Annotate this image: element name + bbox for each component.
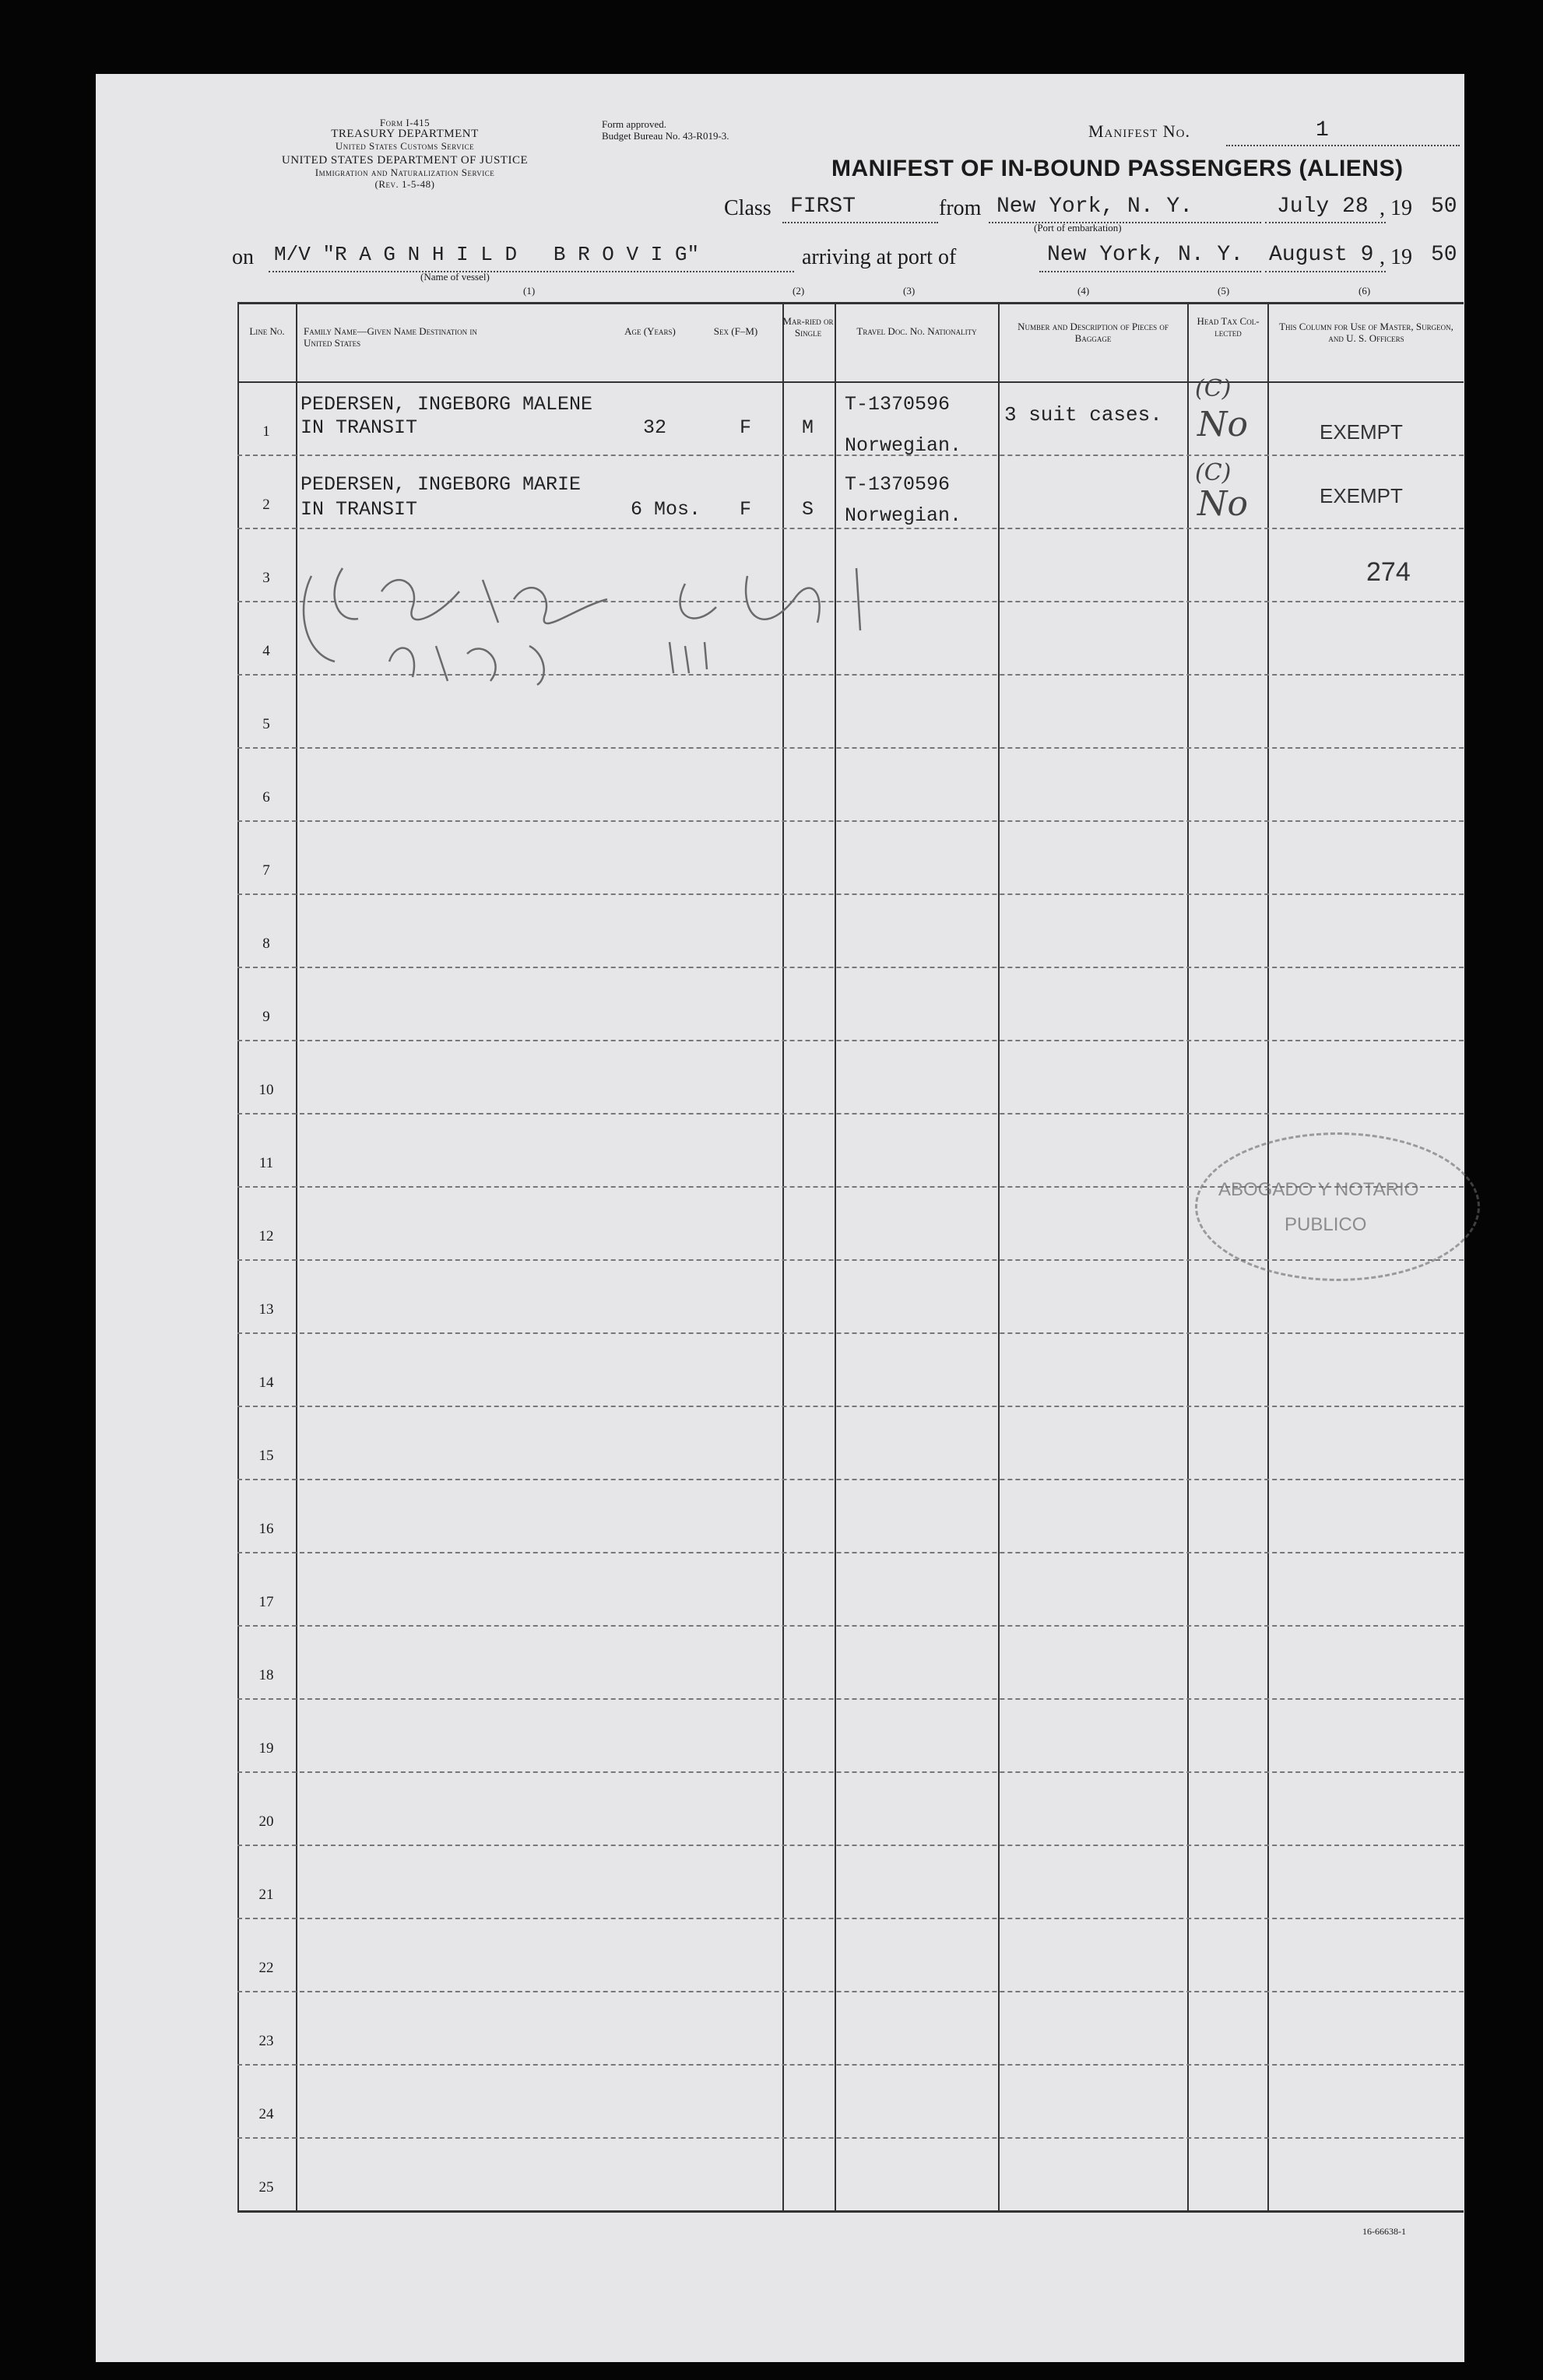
port-embarkation-caption: (Port of embarkation) xyxy=(1034,222,1122,233)
form-number: Form I-415 xyxy=(379,117,431,128)
header-rule xyxy=(237,381,1464,383)
line-number: 11 xyxy=(258,1155,274,1171)
line-number: 16 xyxy=(258,1521,274,1537)
column-number: (3) xyxy=(903,285,916,297)
baggage-description: 3 suit cases. xyxy=(1004,403,1162,427)
line-number: 17 xyxy=(258,1594,274,1610)
form-footer-code: 16-66638-1 xyxy=(1362,2226,1406,2237)
travel-doc-no: T-1370596 xyxy=(845,393,951,416)
nationality: Norwegian. xyxy=(845,504,962,527)
arriving-label: arriving at port of xyxy=(802,245,957,269)
vessel-name: M/V "R A G N H I L D B R O V I G" xyxy=(274,243,700,266)
line-number: 5 xyxy=(262,716,270,732)
passenger-name: PEDERSEN, INGEBORG MALENE xyxy=(301,393,593,416)
line-number: 3 xyxy=(262,570,270,586)
row-divider xyxy=(237,1406,1464,1407)
line-number: 23 xyxy=(258,2033,274,2049)
notary-stamp xyxy=(1195,1132,1480,1281)
passenger-married: M xyxy=(802,416,814,439)
header-baggage: Number and Description of Pieces of Baggage xyxy=(1018,321,1169,344)
row-divider xyxy=(237,2137,1464,2139)
row-divider xyxy=(237,1552,1464,1553)
line-number: 21 xyxy=(258,1887,274,1903)
embarkation-year: 50 xyxy=(1431,195,1457,219)
line-number: 24 xyxy=(258,2106,274,2122)
header-line-no: Line No. xyxy=(249,325,285,337)
row-divider xyxy=(237,967,1464,968)
line-number: 6 xyxy=(262,789,270,806)
line-number: 14 xyxy=(258,1374,274,1391)
row-divider xyxy=(237,1625,1464,1627)
line-number: 1 xyxy=(262,423,270,440)
manifest-no-value: 1 xyxy=(1316,118,1329,142)
row-divider xyxy=(237,747,1464,749)
header-married: Mar-ried or Single xyxy=(782,315,834,339)
row-divider xyxy=(237,1040,1464,1041)
line-number: 2 xyxy=(262,497,270,513)
passenger-age: 32 xyxy=(643,416,667,439)
row-divider xyxy=(237,893,1464,895)
column-number: (2) xyxy=(793,285,805,297)
row-divider xyxy=(237,1479,1464,1480)
row-divider xyxy=(237,528,1464,529)
line-number: 15 xyxy=(258,1448,274,1464)
row-divider xyxy=(237,820,1464,822)
justice-dept: UNITED STATES DEPARTMENT OF JUSTICE xyxy=(281,154,529,167)
head-tax-mark: (C) xyxy=(1195,375,1232,402)
arrival-date: August 9 xyxy=(1269,243,1374,267)
row-divider xyxy=(237,1332,1464,1334)
on-label: on xyxy=(232,245,254,269)
passenger-name: PEDERSEN, INGEBORG MARIE xyxy=(301,473,582,496)
port-of-embarkation: New York, N. Y. xyxy=(996,195,1193,219)
agency-block xyxy=(234,117,576,190)
line-number: 13 xyxy=(258,1301,274,1318)
column-number: (4) xyxy=(1077,285,1090,297)
class-label: Class xyxy=(724,196,772,220)
ins-service: Immigration and Naturalization Service xyxy=(315,167,495,178)
row-divider xyxy=(237,2064,1464,2066)
stamp-text: PUBLICO xyxy=(1285,1214,1367,1235)
column-number: (1) xyxy=(523,285,536,297)
class-value: FIRST xyxy=(790,195,856,219)
row-divider xyxy=(237,1845,1464,1846)
line-number: 10 xyxy=(258,1082,274,1098)
header-name: Family Name—Given Name Destination in United States xyxy=(304,325,477,349)
column-number: (5) xyxy=(1218,285,1230,297)
row-divider xyxy=(237,1991,1464,1992)
margin-number: 274 xyxy=(1366,557,1411,587)
row-divider xyxy=(237,1113,1464,1115)
passenger-sex: F xyxy=(740,416,752,439)
budget-bureau: Budget Bureau No. 43-R019-3. xyxy=(602,130,729,142)
header-travel-doc: Travel Doc. No. Nationality xyxy=(856,325,977,337)
head-tax-collected: No xyxy=(1197,405,1248,444)
manifest-no-label: Manifest No. xyxy=(1088,121,1190,141)
header-head-tax: Head Tax Col-lected xyxy=(1197,315,1260,339)
travel-doc-no: T-1370596 xyxy=(845,473,951,496)
column-number: (6) xyxy=(1358,285,1371,297)
embarkation-date: July 28 xyxy=(1277,195,1369,219)
line-number: 19 xyxy=(258,1740,274,1757)
head-tax-collected: No xyxy=(1197,484,1248,524)
form-approved: Form approved. xyxy=(602,118,667,130)
line-number: 25 xyxy=(258,2179,274,2196)
passenger-destination: IN TRANSIT xyxy=(301,416,418,439)
vessel-caption: (Name of vessel) xyxy=(420,271,490,283)
passenger-destination: IN TRANSIT xyxy=(301,498,418,521)
row-divider xyxy=(237,1918,1464,1919)
line-number: 7 xyxy=(262,862,270,879)
line-number: 12 xyxy=(258,1228,274,1244)
officer-remark: EXEMPT xyxy=(1320,420,1403,444)
treasury-dept: TREASURY DEPARTMENT xyxy=(331,128,479,140)
year-prefix: , 19 xyxy=(1380,245,1412,269)
row-divider xyxy=(237,1698,1464,1700)
table-border xyxy=(237,302,239,2210)
passenger-age: 6 Mos. xyxy=(631,498,701,521)
officer-remark: EXEMPT xyxy=(1320,484,1403,507)
header-sex: Sex (F–M) xyxy=(713,325,758,337)
column-divider xyxy=(1187,302,1189,2210)
table-top-border xyxy=(237,302,1464,304)
row-divider xyxy=(237,1771,1464,1773)
line-number: 4 xyxy=(262,643,270,659)
inspector-signature xyxy=(280,545,965,693)
passenger-married: S xyxy=(802,498,814,521)
line-number: 18 xyxy=(258,1667,274,1683)
year-prefix: , 19 xyxy=(1380,196,1412,220)
column-divider xyxy=(998,302,1000,2210)
header-age: Age (Years) xyxy=(624,325,676,337)
approval-block xyxy=(602,118,729,142)
line-number: 20 xyxy=(258,1813,274,1830)
customs-service: United States Customs Service xyxy=(335,140,475,152)
stamp-text: ABOGADO Y NOTARIO xyxy=(1218,1179,1419,1200)
header-officers-column: This Column for Use of Master, Surgeon, and U. S. Officers xyxy=(1279,321,1453,344)
passenger-sex: F xyxy=(740,498,752,521)
line-number: 22 xyxy=(258,1960,274,1976)
line-number: 8 xyxy=(262,936,270,952)
line-number: 9 xyxy=(262,1009,270,1025)
nationality: Norwegian. xyxy=(845,434,962,457)
table-bottom-border xyxy=(237,2210,1464,2213)
arrival-port: New York, N. Y. xyxy=(1047,243,1244,267)
from-label: from xyxy=(939,196,982,220)
head-tax-mark: (C) xyxy=(1195,459,1232,486)
revision: (Rev. 1-5-48) xyxy=(374,178,435,190)
page-title: MANIFEST OF IN-BOUND PASSENGERS (ALIENS) xyxy=(831,156,1404,181)
arrival-year: 50 xyxy=(1431,243,1457,267)
